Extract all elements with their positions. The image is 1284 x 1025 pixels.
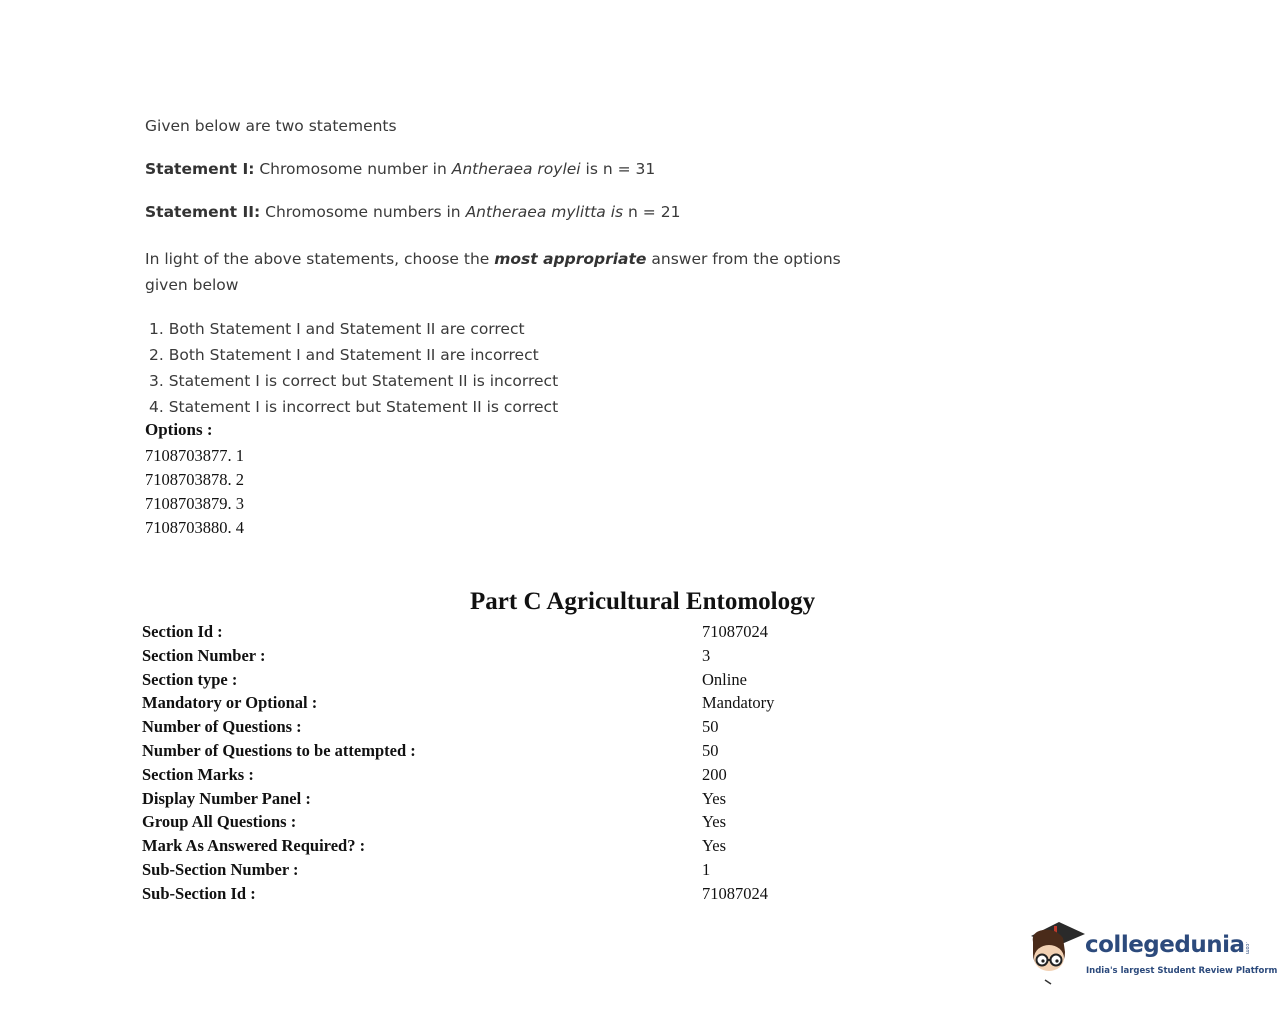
section-key: Section Number : (142, 645, 266, 665)
section-key: Sub-Section Id : (142, 883, 256, 903)
statement-1-label: Statement I: (145, 160, 255, 178)
section-value: Online (702, 669, 747, 689)
option-id-list (145, 444, 244, 540)
section-value: 50 (702, 740, 719, 760)
section-value: 3 (702, 645, 711, 665)
question-intro: Given below are two statements (145, 117, 397, 135)
section-value: Yes (702, 836, 727, 856)
section-key: Mark As Answered Required? : (142, 836, 366, 856)
logo-suffix: .com (1244, 942, 1250, 955)
section-row (142, 717, 942, 741)
statement-1 (145, 160, 655, 178)
statement-1-species: Antheraea roylei (451, 160, 581, 178)
section-info-table (142, 622, 942, 908)
section-row (142, 693, 942, 717)
logo-brand: collegedunia (1085, 932, 1245, 958)
section-key: Number of Questions : (142, 717, 302, 737)
choice-list (149, 316, 558, 420)
section-row (142, 860, 942, 884)
section-value: Yes (702, 812, 727, 832)
section-value: 71087024 (702, 883, 768, 903)
statement-2-label: Statement II: (145, 203, 261, 221)
statement-2-pre: Chromosome numbers in (260, 203, 466, 221)
section-value: 1 (702, 859, 711, 879)
option-id-item: 7108703878. 2 (145, 470, 244, 489)
section-key: Display Number Panel : (142, 788, 311, 808)
section-value: Yes (702, 788, 727, 808)
logo-tagline: India's largest Student Review Platform (1086, 966, 1278, 976)
section-row (142, 884, 942, 908)
section-row (142, 646, 942, 670)
section-value: 71087024 (702, 622, 768, 641)
statement-2-species: Antheraea mylitta is (465, 203, 624, 221)
instruction (145, 246, 875, 298)
collegedunia-logo[interactable] (1025, 918, 1278, 988)
option-id-item: 7108703877. 1 (145, 446, 244, 465)
section-row (142, 741, 942, 765)
statement-1-pre: Chromosome number in (254, 160, 452, 178)
option-id-item: 7108703879. 3 (145, 494, 244, 513)
section-row (142, 789, 942, 813)
section-key: Section type : (142, 669, 238, 689)
section-value: 50 (702, 717, 719, 737)
choice-item: 4. Statement I is incorrect but Statement II is correct (149, 398, 559, 416)
mascot-icon (1025, 918, 1087, 988)
section-key: Section Marks : (142, 764, 254, 784)
instruction-post: answer from the options given below (145, 250, 841, 294)
section-title: Part C Agricultural Entomology (470, 588, 816, 615)
section-key: Section Id : (142, 622, 223, 641)
statement-2 (145, 203, 680, 221)
instruction-emphasis: most appropriate (494, 250, 647, 268)
section-key: Number of Questions to be attempted : (142, 740, 416, 760)
section-row (142, 836, 942, 860)
statement-2-post: n = 21 (623, 203, 681, 221)
choice-item: 2. Both Statement I and Statement II are incorrect (149, 346, 539, 364)
section-key: Group All Questions : (142, 812, 297, 832)
section-key: Sub-Section Number : (142, 859, 299, 879)
section-row (142, 622, 942, 646)
choice-item: 1. Both Statement I and Statement II are correct (149, 320, 525, 338)
section-row (142, 812, 942, 836)
section-value: Mandatory (702, 693, 775, 713)
choice-item: 3. Statement I is correct but Statement II is incorrect (149, 372, 559, 390)
option-id-item: 7108703880. 4 (145, 518, 244, 537)
instruction-pre: In light of the above statements, choose the (145, 250, 495, 268)
statement-1-post: is n = 31 (580, 160, 656, 178)
section-row (142, 765, 942, 789)
section-row (142, 670, 942, 694)
section-key: Mandatory or Optional : (142, 693, 318, 713)
section-value: 200 (702, 764, 727, 784)
options-label: Options : (145, 420, 213, 439)
